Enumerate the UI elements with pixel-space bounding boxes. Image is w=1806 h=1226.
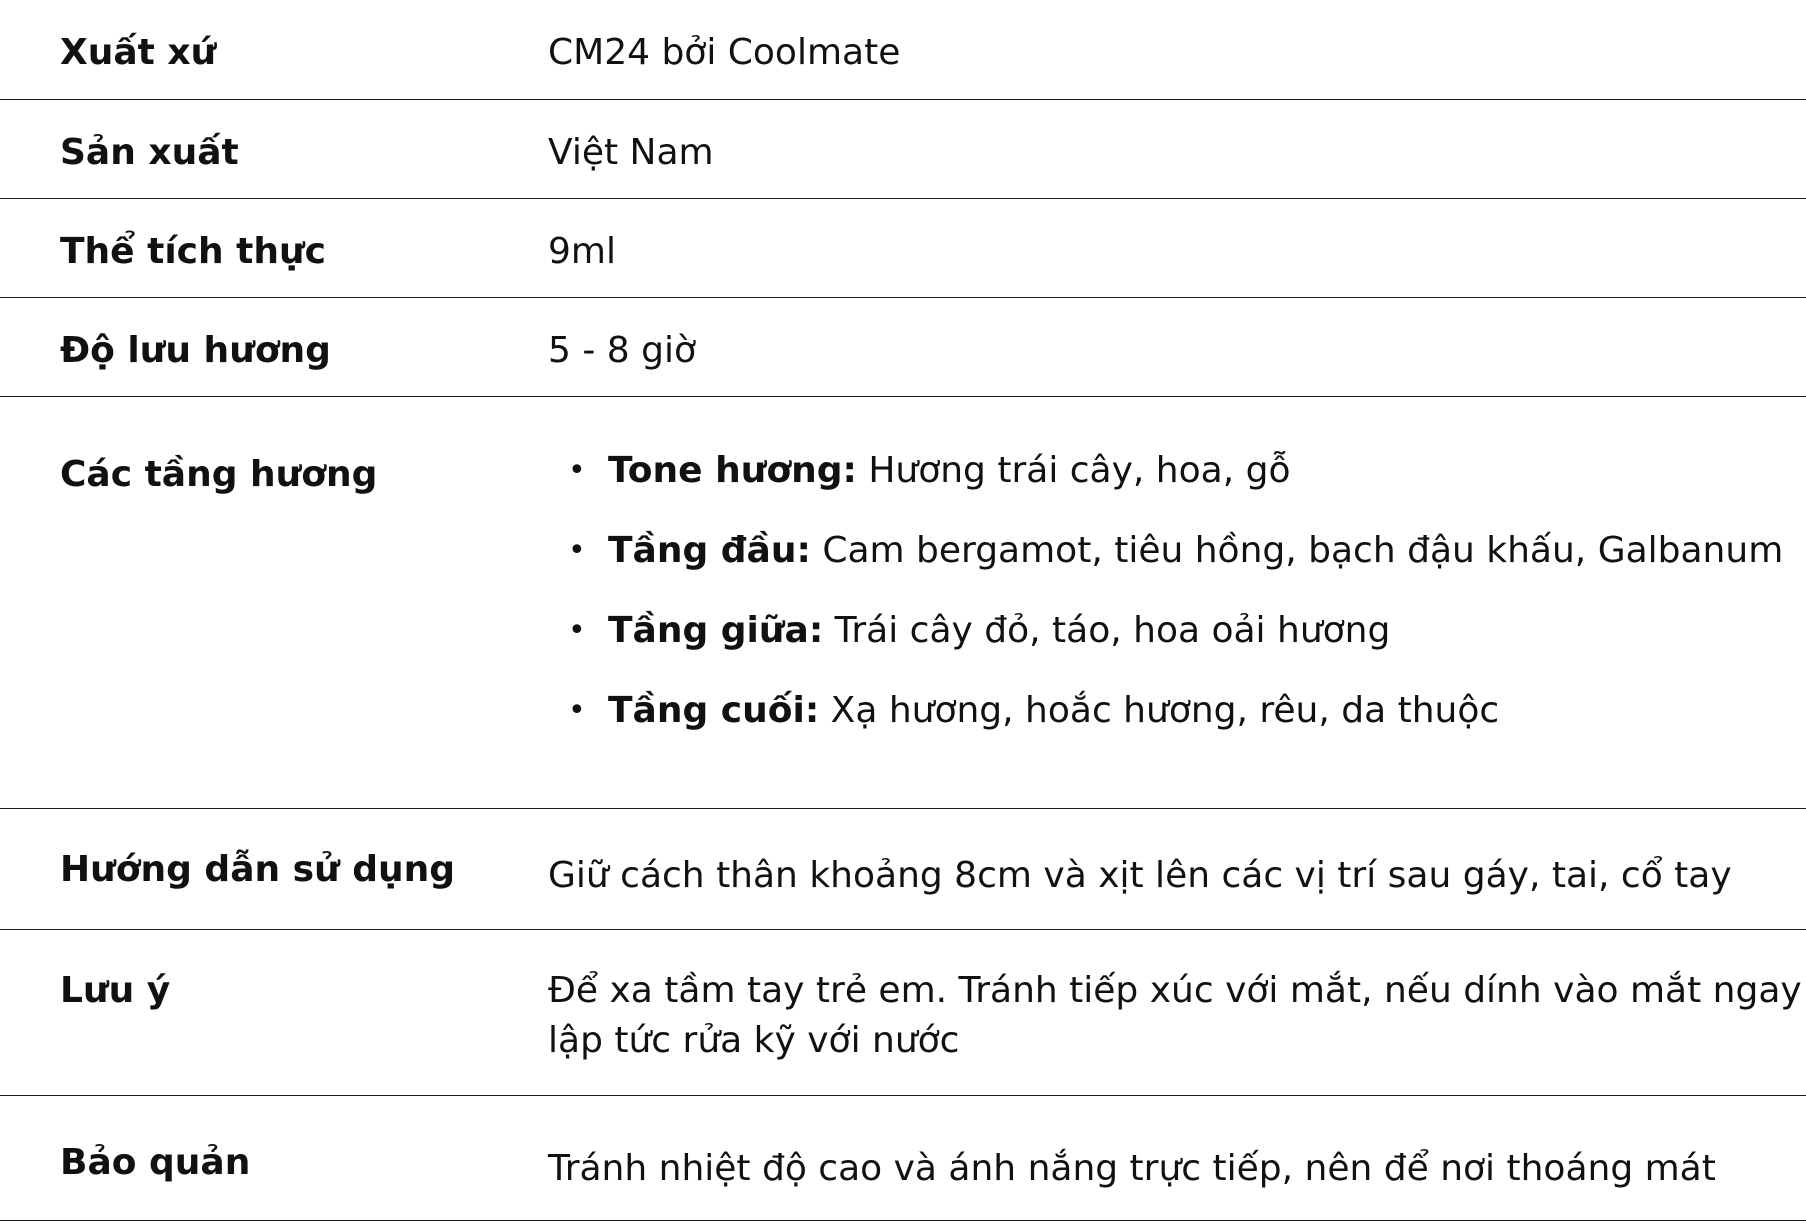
spec-value: Tránh nhiệt độ cao và ánh nắng trực tiếp, nên để nơi thoáng mát: [548, 1095, 1806, 1220]
bullet-icon: •: [568, 452, 586, 488]
spec-value: [548, 396, 1806, 808]
spec-label: Sản xuất: [0, 99, 548, 198]
spec-value: CM24 bởi Coolmate: [548, 0, 1806, 99]
bullet-icon: •: [568, 692, 586, 728]
spec-value: 9ml: [548, 198, 1806, 297]
note-title: Tầng cuối:: [608, 689, 820, 731]
list-item: [548, 526, 1806, 606]
spec-row-warning: [0, 929, 1806, 1095]
note-text: Cam bergamot, tiêu hồng, bạch đậu khấu, Galbanum: [810, 529, 1784, 571]
spec-value: Giữ cách thân khoảng 8cm và xịt lên các vị trí sau gáy, tai, cổ tay: [548, 808, 1806, 929]
scent-notes-list: [548, 446, 1806, 766]
spec-label: Độ lưu hương: [0, 297, 548, 396]
note-title: Tầng giữa:: [608, 609, 824, 651]
spec-value: Việt Nam: [548, 99, 1806, 198]
spec-row-scent-notes: [0, 396, 1806, 808]
bullet-icon: •: [568, 612, 586, 648]
spec-label: Lưu ý: [0, 929, 548, 1095]
spec-row-longevity: [0, 297, 1806, 396]
spec-label: Xuất xứ: [0, 0, 548, 99]
note-text: Trái cây đỏ, táo, hoa oải hương: [823, 609, 1391, 651]
spec-value: 5 - 8 giờ: [548, 297, 1806, 396]
note-title: Tầng đầu:: [608, 529, 811, 571]
spec-row-made-in: [0, 99, 1806, 198]
spec-label: Bảo quản: [0, 1095, 548, 1220]
spec-label: Thể tích thực: [0, 198, 548, 297]
list-item: [548, 606, 1806, 686]
spec-row-origin: [0, 0, 1806, 99]
note-text: Hương trái cây, hoa, gỗ: [856, 449, 1291, 491]
bullet-icon: •: [568, 532, 586, 568]
note-title: Tone hương:: [608, 449, 857, 491]
spec-value: Để xa tầm tay trẻ em. Tránh tiếp xúc với mắt, nếu dính vào mắt ngay lập tức rửa kỹ với nước: [548, 929, 1806, 1095]
spec-row-volume: [0, 198, 1806, 297]
spec-label: Hướng dẫn sử dụng: [0, 808, 548, 929]
spec-label: Các tầng hương: [0, 396, 548, 808]
note-text: Xạ hương, hoắc hương, rêu, da thuộc: [819, 689, 1500, 731]
spec-row-usage: [0, 808, 1806, 929]
list-item: [548, 686, 1806, 766]
spec-row-storage: [0, 1095, 1806, 1220]
list-item: [548, 446, 1806, 526]
